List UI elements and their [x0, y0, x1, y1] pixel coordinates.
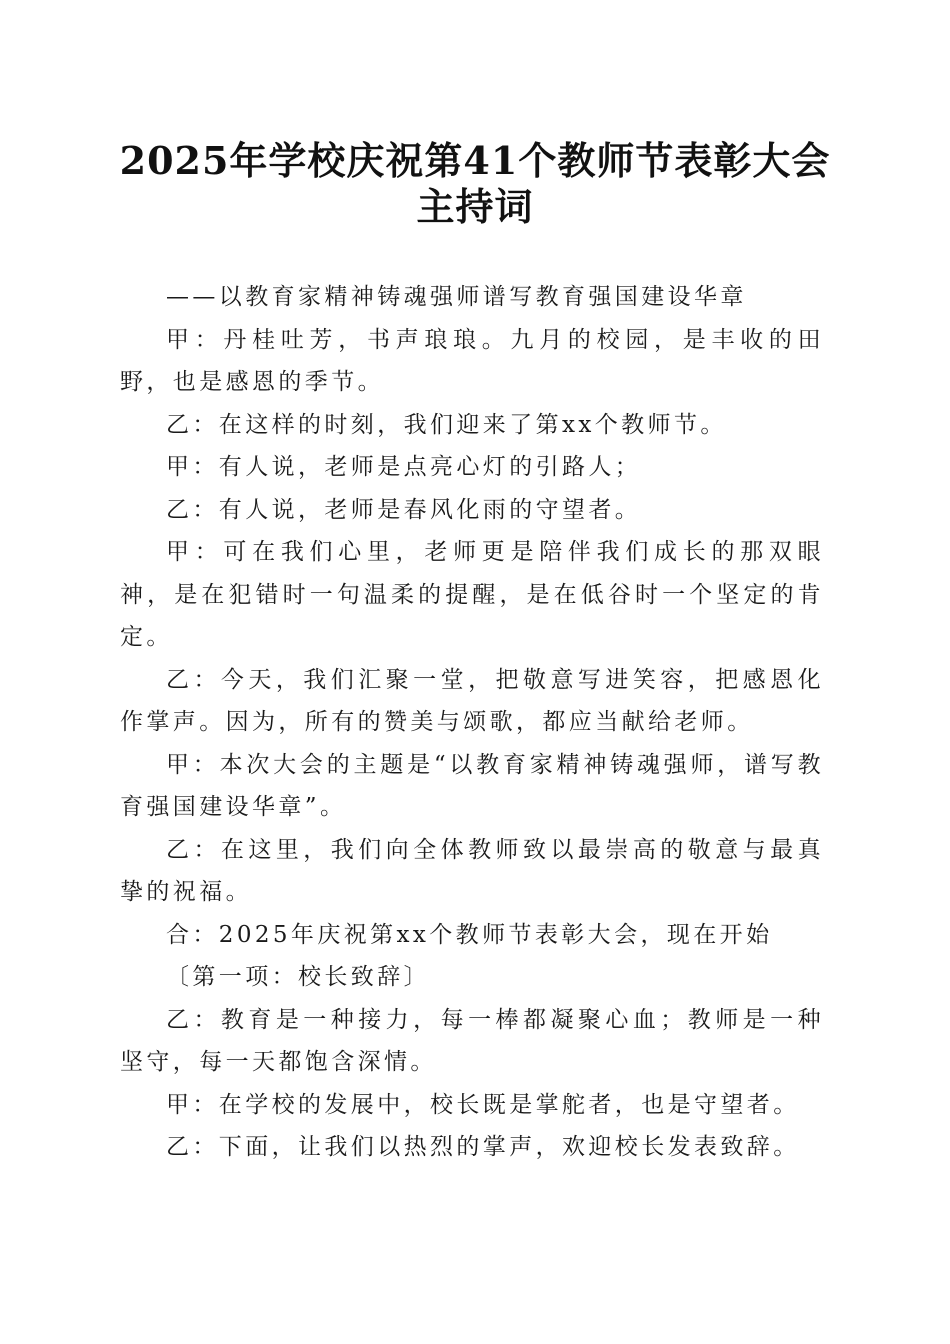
paragraph: 乙：有人说，老师是春风化雨的守望者。 — [166, 496, 642, 523]
paragraph: 乙：今天，我们汇聚一堂，把敬意写进笑容，把感恩化作掌声。因为，所有的赞美与颂歌，都应当献给老师。 — [120, 666, 824, 735]
paragraph: 甲：本次大会的主题是“以教育家精神铸魂强师，谱写教育强国建设华章”。 — [120, 751, 824, 820]
paragraph: 甲：在学校的发展中，校长既是掌舵者，也是守望者。 — [166, 1091, 800, 1118]
subtitle-paragraph: ——以教育家精神铸魂强师谱写教育强国建设华章 — [166, 284, 747, 310]
paragraph: 甲：可在我们心里，老师更是陪伴我们成长的那双眼神，是在犯错时一句温柔的提醒，是在低谷时一个坚定的肯定。 — [120, 539, 824, 650]
paragraph: 合：2025年庆祝第xx个教师节表彰大会，现在开始 — [166, 921, 773, 948]
paragraph: 乙：在这里，我们向全体教师致以最崇高的敬意与最真挚的祝福。 — [120, 836, 824, 905]
section-heading: 〔第一项：校长致辞〕 — [166, 964, 430, 990]
paragraph: 甲：丹桂吐芳，书声琅琅。九月的校园，是丰收的田野，也是感恩的季节。 — [120, 326, 824, 395]
document-title: 2025年学校庆祝第41个教师节表彰大会主持词 — [119, 138, 831, 229]
paragraph: 乙：在这样的时刻，我们迎来了第xx个教师节。 — [166, 411, 727, 438]
document-body — [120, 276, 824, 1169]
paragraph: 乙：教育是一种接力，每一棒都凝聚心血；教师是一种坚守，每一天都饱含深情。 — [120, 1006, 824, 1075]
paragraph: 乙：下面，让我们以热烈的掌声，欢迎校长发表致辞。 — [166, 1134, 800, 1160]
paragraph: 甲：有人说，老师是点亮心灯的引路人； — [166, 454, 642, 480]
